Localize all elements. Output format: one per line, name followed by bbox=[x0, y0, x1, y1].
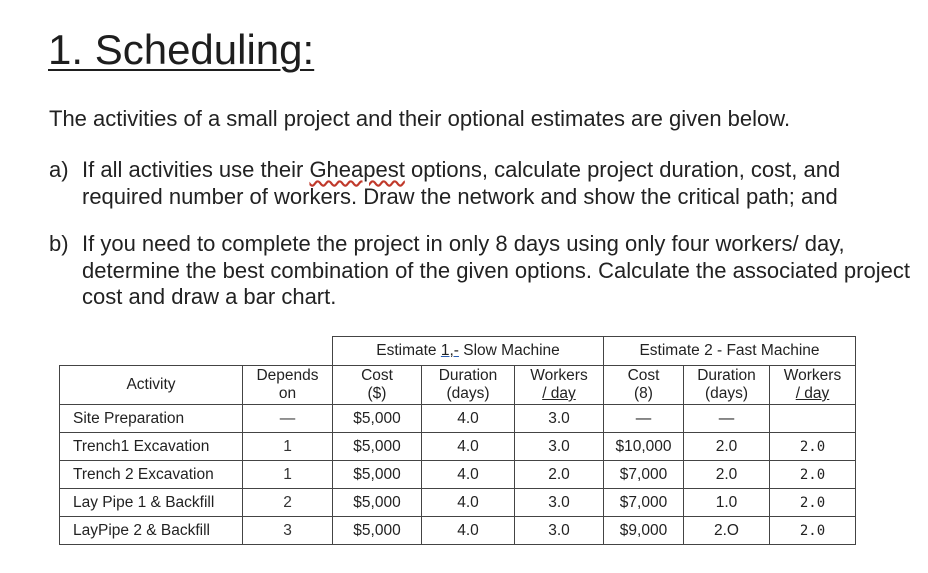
table-row bbox=[60, 433, 856, 461]
cell-cost2: $7,000 bbox=[604, 489, 684, 517]
page-title: 1. Scheduling: bbox=[48, 26, 315, 73]
col-header-workers2: Workers / day bbox=[770, 366, 856, 405]
table-row bbox=[60, 517, 856, 545]
cell-workers1: 3.0 bbox=[515, 489, 604, 517]
question-a-label: a) bbox=[49, 157, 69, 182]
cell-workers2: 2.0 bbox=[770, 461, 856, 489]
cell-activity: LayPipe 2 & Backfill bbox=[60, 517, 243, 545]
cell-duration2: 1.0 bbox=[684, 489, 770, 517]
cell-workers1: 3.0 bbox=[515, 433, 604, 461]
col-header-cost1: Cost ($) bbox=[333, 366, 422, 405]
col-header-workers1: Workers / day bbox=[515, 366, 604, 405]
cell-cost1: $5,000 bbox=[333, 489, 422, 517]
cell-workers1: 3.0 bbox=[515, 517, 604, 545]
cell-cost2: $10,000 bbox=[604, 433, 684, 461]
estimate1-header: Estimate 1,- Slow Machine bbox=[333, 337, 604, 366]
cell-cost1: $5,000 bbox=[333, 517, 422, 545]
cell-activity: Lay Pipe 1 & Backfill bbox=[60, 489, 243, 517]
cell-workers1: 3.0 bbox=[515, 405, 604, 433]
spellcheck-marked-word: Gheapest bbox=[309, 157, 405, 182]
col-header-duration1: Duration (days) bbox=[422, 366, 515, 405]
col-header-depends: Depends on bbox=[243, 366, 333, 405]
table-row bbox=[60, 405, 856, 433]
estimates-table bbox=[59, 336, 856, 545]
cell-duration1: 4.0 bbox=[422, 517, 515, 545]
col-header-activity: Activity bbox=[60, 366, 243, 405]
cell-duration2: 2.0 bbox=[684, 461, 770, 489]
cell-depends: 3 bbox=[243, 517, 333, 545]
col-header-duration2: Duration (days) bbox=[684, 366, 770, 405]
question-b-text: If you need to complete the project in only 8 days using only four workers/ day, determine the best combination of the given options. Calculate the associated project cost and draw a bar chart. bbox=[82, 231, 910, 309]
cell-duration2: 2.0 bbox=[684, 433, 770, 461]
cell-cost1: $5,000 bbox=[333, 433, 422, 461]
cell-duration1: 4.0 bbox=[422, 405, 515, 433]
question-b-label: b) bbox=[49, 231, 69, 256]
cell-duration1: 4.0 bbox=[422, 433, 515, 461]
cell-workers2: 2.0 bbox=[770, 433, 856, 461]
cell-activity: Trench1 Excavation bbox=[60, 433, 243, 461]
cell-workers1: 2.0 bbox=[515, 461, 604, 489]
table-row bbox=[60, 489, 856, 517]
estimate2-header: Estimate 2 - Fast Machine bbox=[604, 337, 856, 366]
cell-duration1: 4.0 bbox=[422, 461, 515, 489]
question-a-text: If all activities use their Gheapest options, calculate project duration, cost, and required number of workers. Draw the network and show the critical path; and bbox=[82, 157, 841, 209]
cell-duration1: 4.0 bbox=[422, 489, 515, 517]
cell-workers2: 2.0 bbox=[770, 517, 856, 545]
cell-depends: 2 bbox=[243, 489, 333, 517]
cell-depends: — bbox=[243, 405, 333, 433]
cell-duration2: 2.O bbox=[684, 517, 770, 545]
cell-cost2: $7,000 bbox=[604, 461, 684, 489]
cell-depends: 1 bbox=[243, 461, 333, 489]
cell-activity: Site Preparation bbox=[60, 405, 243, 433]
cell-depends: 1 bbox=[243, 433, 333, 461]
col-header-cost2: Cost (8) bbox=[604, 366, 684, 405]
cell-activity: Trench 2 Excavation bbox=[60, 461, 243, 489]
cell-cost2: — bbox=[604, 405, 684, 433]
cell-workers2: 2.0 bbox=[770, 489, 856, 517]
cell-cost2: $9,000 bbox=[604, 517, 684, 545]
cell-workers2 bbox=[770, 405, 856, 433]
cell-duration2: — bbox=[684, 405, 770, 433]
cell-cost1: $5,000 bbox=[333, 405, 422, 433]
intro-text: The activities of a small project and their optional estimates are given below. bbox=[49, 106, 791, 131]
cell-cost1: $5,000 bbox=[333, 461, 422, 489]
table-row bbox=[60, 461, 856, 489]
